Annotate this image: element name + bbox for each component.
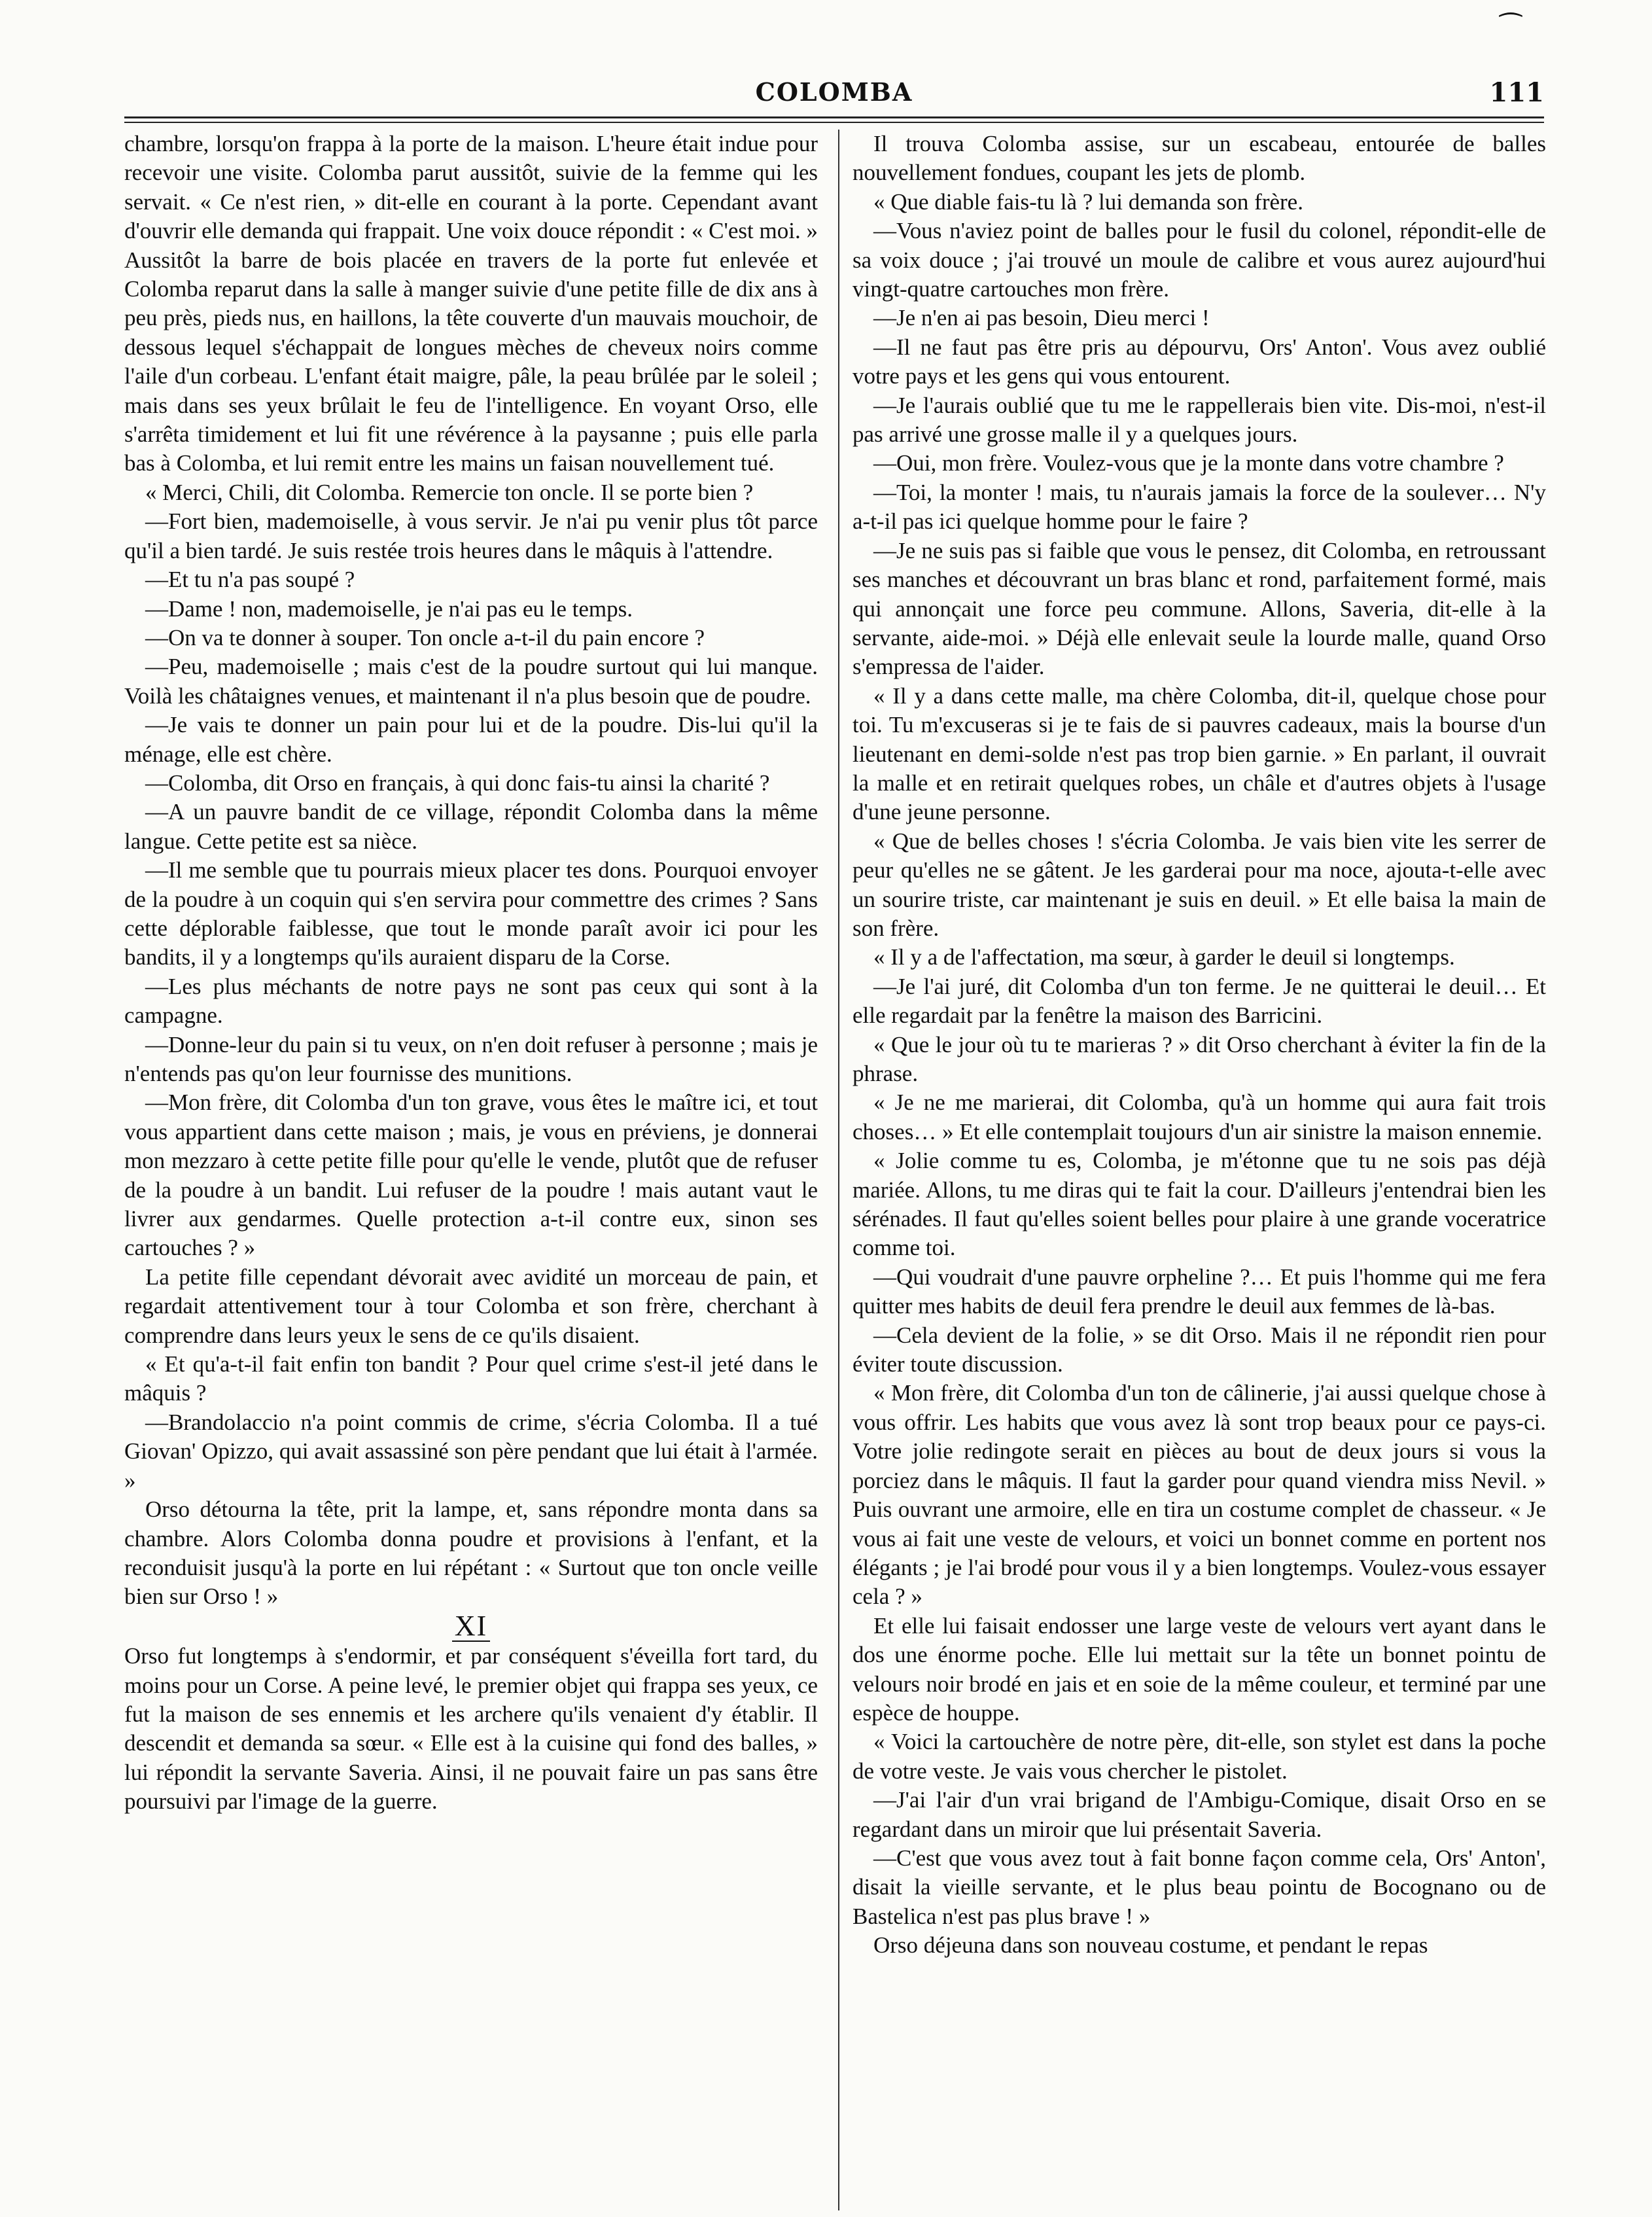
paragraph: —Et tu n'a pas soupé ?	[145, 567, 355, 593]
paragraph: « Et qu'a-t-il fait enfin ton bandit ? Pour quel crime s'est-il jeté dans le mâquis ?	[124, 1351, 818, 1406]
paragraph: « Que le jour où tu te marieras ? » dit Orso cherchant à éviter la fin de la phrase.	[852, 1031, 1546, 1086]
paragraph: Et elle lui faisait endosser une large veste de velours vert ayant dans le dos une énorme poche. Elle lui mettait sur la tête un bonnet pointu de velours noir brodé en jais et en soie de la même couleur, et terminé par une espèce de houppe.	[852, 1612, 1546, 1726]
paragraph: Il trouva Colomba assise, sur un escabeau, entourée de balles nouvellement fondues, coupant les jets de plomb.	[852, 131, 1546, 186]
paragraph: —Toi, la monter ! mais, tu n'aurais jamais la force de la soulever… N'y a-t-il pas ici quelque homme pour le faire ?	[852, 479, 1546, 535]
corner-mark-icon: ⁀	[1500, 13, 1521, 43]
paragraph: —Les plus méchants de notre pays ne sont pas ceux qui sont à la campagne.	[124, 973, 818, 1029]
chapter-heading-text: XI	[452, 1612, 490, 1642]
paragraph: « Que diable fais-tu là ? lui demanda son frère.	[873, 188, 1303, 215]
page-header	[124, 77, 1544, 116]
paragraph: chambre, lorsqu'on frappa à la porte de la maison. L'heure était indue pour recevoir une visite. Colomba parut aussitôt, suivie de la femme qui les servait. « Ce n'est rien, » dit-elle en courant à la porte. Cependant avant d'ouvrir elle demanda qui frappait. Une voix douce répondit : « C'est moi. » Aussitôt la barre de bois placée en travers de la porte fut enlevée et Colomba reparut dans la salle à manger suivie d'une petite fille de dix ans à peu près, pieds nus, en haillons, la tête couverte d'un mauvais mouchoir, de dessous lequel s'échappait de longues mèches de cheveux noirs comme l'aile d'un corbeau. L'enfant était maigre, pâle, la peau brûlée par le soleil ; mais dans ses yeux brûlait le feu de l'intelligence. En voyant Orso, elle s'arrêta timidement et lui fit une révérence à la paysanne ; puis elle parla bas à Colomba, et lui remit entre les mains un faisan nouvellement tué.	[124, 131, 818, 476]
paragraph: —Brandolaccio n'a point commis de crime, s'écria Colomba. Il a tué Giovan' Opizzo, qui avait assassiné son père pendant que lui était à l'armée. »	[124, 1409, 818, 1493]
paragraph: —A un pauvre bandit de ce village, répondit Colomba dans la même langue. Cette petite est sa nièce.	[124, 799, 818, 854]
paragraph: « Mon frère, dit Colomba d'un ton de câlinerie, j'ai aussi quelque chose à vous offrir. Les habits que vous avez là sont trop beaux pour ce pays-ci. Votre jolie redingote serait en pièces au bout de deux jours si vous la porciez dans le mâquis. Il faut la garder pour quand viendra miss Nevil. » Puis ouvrant une armoire, elle en tira un costume complet de chasseur. « Je vous ai fait une veste de velours, et voici un bonnet comme en portent nos élégants ; je l'ai brodé pour vous il y a bien longtemps. Voulez-vous essayer cela ? »	[852, 1380, 1546, 1610]
column-divider	[838, 130, 839, 2210]
paragraph: —Je l'ai juré, dit Colomba d'un ton ferme. Je ne quitterai le deuil… Et elle regardait par la fenêtre la maison des Barricini.	[852, 973, 1546, 1029]
paragraph: —Je n'en ai pas besoin, Dieu merci !	[873, 305, 1210, 331]
paragraph: Orso déjeuna dans son nouveau costume, et pendant le repas	[873, 1932, 1428, 1959]
paragraph: « Il y a de l'affectation, ma sœur, à garder le deuil si longtemps.	[873, 944, 1455, 970]
paragraph: —C'est que vous avez tout à fait bonne façon comme cela, Ors' Anton', disait la vieille servante, et le plus beau pointu de Bocognano ou de Bastelica n'est pas plus brave ! »	[852, 1845, 1546, 1929]
paragraph: Orso fut longtemps à s'endormir, et par conséquent s'éveilla fort tard, du moins pour un Corse. A peine levé, le premier objet qui frappa ses yeux, ce fut la maison de ses ennemis et les archere qu'ils venaient d'y établir. Il descendit et demanda sa sœur. « Elle est à la cuisine qui fond des balles, » lui répondit la servante Saveria. Ainsi, il ne pouvait faire un pas sans être poursuivi par l'image de la guerre.	[124, 1643, 818, 1815]
paragraph: —On va te donner à souper. Ton oncle a-t-il du pain encore ?	[145, 624, 705, 650]
paragraph: « Merci, Chili, dit Colomba. Remercie ton oncle. Il se porte bien ?	[145, 479, 754, 505]
paragraph: —Je vais te donner un pain pour lui et de la poudre. Dis-lui qu'il la ménage, elle est chère.	[124, 712, 818, 767]
paragraph: Orso détourna la tête, prit la lampe, et, sans répondre monta dans sa chambre. Alors Colomba donna poudre et provisions à l'enfant, et la reconduisit jusqu'à la porte en lui répétant : « Surtout que ton oncle veille bien sur Orso ! »	[124, 1497, 818, 1610]
paragraph: « Jolie comme tu es, Colomba, je m'étonne que tu ne sois pas déjà mariée. Allons, tu me diras qui te fait la cour. D'ailleurs j'entendrai bien les sérénades. Il faut qu'elles soient belles pour plaire à une grande voceratrice comme toi.	[852, 1148, 1546, 1261]
paragraph: —Il ne faut pas être pris au dépourvu, Ors' Anton'. Vous avez oublié votre pays et les gens qui vous entourent.	[852, 334, 1546, 389]
paragraph: —Je l'aurais oublié que tu me le rappellerais bien vite. Dis-moi, n'est-il pas arrivé une grosse malle il y a quelques jours.	[852, 392, 1546, 448]
chapter-heading	[124, 1609, 818, 1642]
paragraph: —Oui, mon frère. Voulez-vous que je la monte dans votre chambre ?	[873, 450, 1504, 476]
paragraph: —Dame ! non, mademoiselle, je n'ai pas eu le temps.	[145, 595, 633, 622]
paragraph: « Voici la cartouchère de notre père, dit-elle, son stylet est dans la poche de votre veste. Je vais vous chercher le pistolet.	[852, 1729, 1546, 1784]
paragraph: —Qui voudrait d'une pauvre orpheline ?… Et puis l'homme qui me fera quitter mes habits de deuil fera prendre le deuil aux femmes de là-bas.	[852, 1264, 1546, 1319]
paragraph: —Peu, mademoiselle ; mais c'est de la poudre surtout qui lui manque. Voilà les châtaignes venues, et maintenant il n'a plus besoin que de poudre.	[124, 654, 818, 709]
paragraph: —Vous n'aviez point de balles pour le fusil du colonel, répondit-elle de sa voix douce ; j'ai trouvé un moule de calibre et vous aurez aujourd'hui vingt-quatre cartouches mon frère.	[852, 218, 1546, 302]
paragraph: —J'ai l'air d'un vrai brigand de l'Ambigu-Comique, disait Orso en se regardant dans un miroir que lui présentait Saveria.	[852, 1787, 1546, 1842]
header-rule-thin	[124, 122, 1544, 123]
paragraph: La petite fille cependant dévorait avec avidité un morceau de pain, et regardait attentivement tour à tour Colomba et son frère, cherchant à comprendre dans leurs yeux le sens de ce qu'ils disaient.	[124, 1264, 818, 1348]
paragraph: « Il y a dans cette malle, ma chère Colomba, dit-il, quelque chose pour toi. Tu m'excuseras si je te fais de si pauvres cadeaux, mais la bourse d'un lieutenant en demi-solde n'est pas trop bien garnie. » En parlant, il ouvrait la malle et en retirait quelques robes, un châle et d'autres objets à l'usage d'une jeune personne.	[852, 683, 1546, 825]
paragraph: —Mon frère, dit Colomba d'un ton grave, vous êtes le maître ici, et tout vous appartient dans cette maison ; mais, je vous en préviens, je donnerai mon mezzaro à cette petite fille pour qu'elle le vende, plutôt que de refuser de la poudre à un bandit. Lui refuser de la poudre ! mais autant vaut le livrer aux gendarmes. Quelle protection a-t-il contre eux, sinon ses cartouches ? »	[124, 1090, 818, 1261]
paragraph: —Colomba, dit Orso en français, à qui donc fais-tu ainsi la charité ?	[145, 770, 770, 796]
paragraph: —Il me semble que tu pourrais mieux placer tes dons. Pourquoi envoyer de la poudre à un coquin qui s'en servira pour commettre des crimes ? Sans cette déplorable faiblesse, que tout le monde paraît avoir ici pour les bandits, il y a longtemps qu'ils auraient disparu de la Corse.	[124, 857, 818, 970]
running-title: COLOMBA	[755, 77, 913, 107]
header-rule	[124, 116, 1544, 118]
paragraph: —Fort bien, mademoiselle, à vous servir. Je n'ai pu venir plus tôt parce qu'il a bien tardé. Je suis restée trois heures dans le mâquis à l'attendre.	[124, 508, 818, 563]
paragraph: « Que de belles choses ! s'écria Colomba. Je vais bien vite les serrer de peur qu'elles ne se gâtent. Je les garderai pour ma noce, ajouta-t-elle avec un sourire triste, car maintenant je suis en deuil. » Et elle baisa la main de son frère.	[852, 828, 1546, 941]
paragraph: « Je ne me marierai, dit Colomba, qu'à un homme qui aura fait trois choses… » Et elle contemplait toujours d'un air sinistre la maison ennemie.	[852, 1090, 1546, 1144]
left-column	[124, 130, 818, 1817]
paragraph: —Je ne suis pas si faible que vous le pensez, dit Colomba, en retroussant ses manches et découvrant un bras blanc et rond, parfaitement formé, mais qui annonçait une force peu commune. Allons, Saveria, dit-elle à la servante, aide-moi. » Déjà elle enlevait seule la lourde malle, quand Orso s'empressa de l'aider.	[852, 537, 1546, 680]
right-column	[852, 130, 1546, 1960]
paragraph: —Cela devient de la folie, » se dit Orso. Mais il ne répondit rien pour éviter toute discussion.	[852, 1322, 1546, 1377]
page-number: 111	[1489, 77, 1544, 108]
paragraph: —Donne-leur du pain si tu veux, on n'en doit refuser à personne ; mais je n'entends pas qu'on leur fournisse des munitions.	[124, 1031, 818, 1086]
